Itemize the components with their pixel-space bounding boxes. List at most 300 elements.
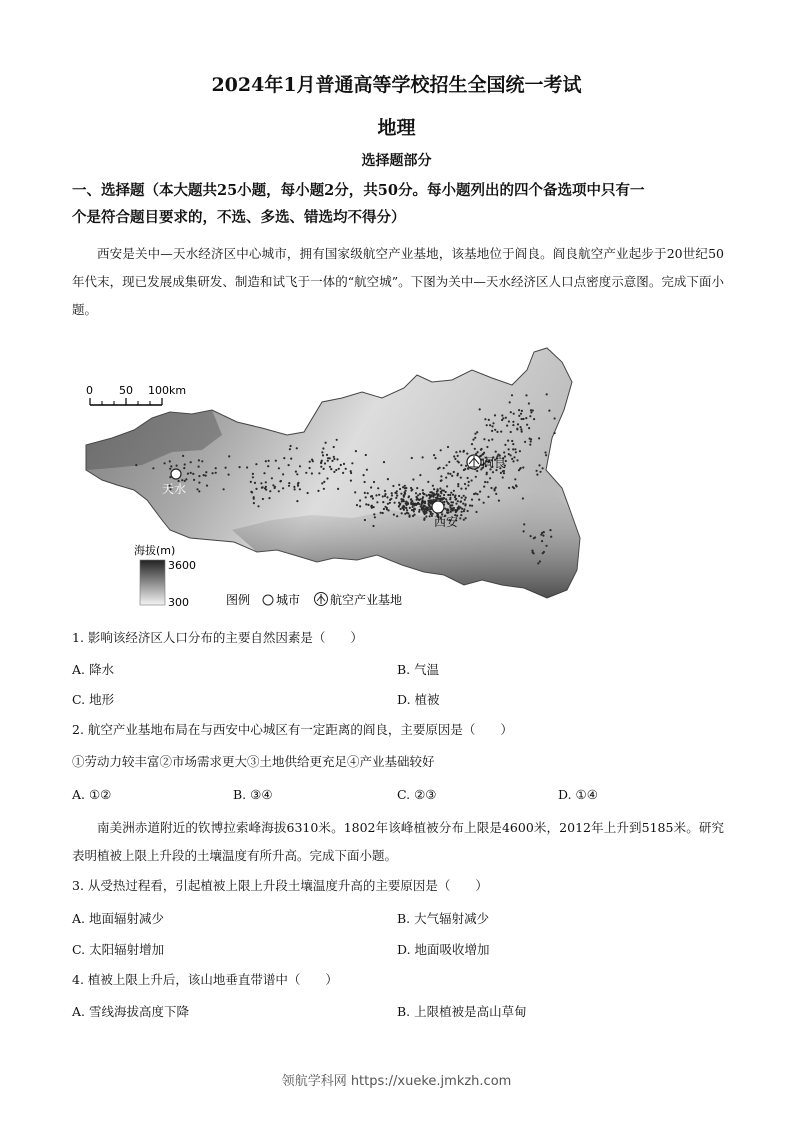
population-dot	[377, 487, 379, 489]
population-dot	[464, 504, 466, 506]
city-label-tianshui: 天水	[162, 482, 187, 496]
population-dot	[503, 472, 505, 474]
population-dot	[453, 507, 455, 509]
population-dot	[515, 484, 517, 486]
population-dot	[283, 457, 285, 459]
population-dot	[280, 480, 282, 482]
population-dot	[201, 460, 203, 462]
population-dot	[519, 450, 521, 452]
population-dot	[554, 432, 556, 434]
population-dot	[454, 495, 456, 497]
population-dot	[415, 492, 417, 494]
population-dot	[192, 473, 194, 475]
population-dot	[467, 477, 469, 479]
population-dot	[203, 474, 205, 476]
population-dot	[447, 494, 449, 496]
population-dot	[544, 451, 546, 453]
population-dot	[440, 491, 442, 493]
population-dot	[541, 540, 543, 542]
population-dot	[457, 483, 459, 485]
population-dot	[322, 454, 324, 456]
population-dot	[461, 508, 463, 510]
population-dot	[550, 536, 552, 538]
population-dot	[263, 472, 265, 474]
population-dot	[482, 453, 484, 455]
population-dot	[522, 466, 524, 468]
population-dot	[364, 481, 366, 483]
population-dot	[391, 494, 393, 496]
population-dot	[215, 472, 217, 474]
population-dot	[290, 458, 292, 460]
population-dot	[176, 465, 178, 467]
population-dot	[465, 488, 467, 490]
population-dot	[182, 455, 184, 457]
population-dot	[465, 465, 467, 467]
question-3-option-c[interactable]: C. 太阳辐射增加	[72, 942, 165, 957]
population-dot	[408, 496, 410, 498]
population-dot	[262, 486, 264, 488]
population-dot	[267, 465, 269, 467]
population-dot	[359, 499, 361, 501]
population-dot	[402, 505, 404, 507]
population-dot	[365, 496, 367, 498]
population-dot	[528, 402, 530, 404]
population-dot	[170, 465, 172, 467]
population-dot	[250, 481, 252, 483]
population-dot	[423, 517, 425, 519]
population-dot	[412, 504, 414, 506]
population-dot	[443, 494, 445, 496]
population-dot	[433, 454, 435, 456]
population-dot	[457, 500, 459, 502]
question-2-items: ①劳动力较丰富②市场需求更大③土地供给更充足④产业基础较好	[72, 754, 435, 769]
population-dot	[489, 477, 491, 479]
population-dot	[342, 472, 344, 474]
population-dot	[431, 515, 433, 517]
population-dot	[393, 514, 395, 516]
population-dot	[445, 477, 447, 479]
population-dot	[463, 450, 465, 452]
population-dot	[404, 485, 406, 487]
population-dot	[453, 490, 455, 492]
legend-base: 航空产业基地	[330, 593, 403, 607]
population-dot	[250, 491, 252, 493]
population-dot	[391, 492, 393, 494]
population-dot	[444, 508, 446, 510]
population-dot	[187, 473, 189, 475]
population-dot	[476, 470, 478, 472]
population-dot	[429, 496, 431, 498]
population-dot	[530, 535, 532, 537]
population-dot	[492, 422, 494, 424]
population-dot	[491, 425, 493, 427]
population-dot	[458, 505, 460, 507]
population-dot	[350, 472, 352, 474]
population-dot	[440, 475, 442, 477]
population-dot	[443, 501, 445, 503]
population-dot	[475, 476, 477, 478]
population-dot	[373, 481, 375, 483]
population-dot	[469, 504, 471, 506]
population-dot	[517, 423, 519, 425]
population-dot	[164, 462, 166, 464]
population-dot	[422, 489, 424, 491]
passage-1: 西安是关中—天水经济区中心城市，拥有国家级航空产业基地，该基地位于阎良。阎良航空产业起步于20世纪50年代末，现已发展成集研发、制造和试飞于一体的“航空城”。下图为关中—天水经济区人口点密度示意图。完成下面小题。	[72, 246, 724, 317]
population-dot	[512, 460, 514, 462]
population-dot	[451, 475, 453, 477]
population-dot	[445, 498, 447, 500]
population-dot	[447, 509, 449, 511]
population-dot	[255, 488, 257, 490]
population-dot	[364, 519, 366, 521]
population-dot	[386, 507, 388, 509]
population-dot	[321, 451, 323, 453]
population-dot	[529, 444, 531, 446]
population-dot	[359, 505, 361, 507]
population-dot	[212, 472, 214, 474]
population-dot	[422, 501, 424, 503]
population-dot	[246, 466, 248, 468]
population-dot	[225, 467, 227, 469]
population-dot	[494, 429, 496, 431]
population-dot	[546, 393, 548, 395]
population-dot	[333, 446, 335, 448]
population-dot	[426, 494, 428, 496]
population-dot	[463, 508, 465, 510]
population-dot	[198, 475, 200, 477]
population-dot	[459, 517, 461, 519]
population-dot	[457, 455, 459, 457]
population-dot	[522, 497, 524, 499]
population-dot	[549, 529, 551, 531]
population-dot	[305, 472, 307, 474]
population-dot	[518, 415, 520, 417]
population-dot	[486, 473, 488, 475]
population-dot	[521, 410, 523, 412]
scale-label-100: 100km	[148, 384, 187, 397]
population-dot	[297, 482, 299, 484]
population-dot	[407, 502, 409, 504]
population-dot	[372, 497, 374, 499]
population-dot	[508, 448, 510, 450]
population-dot	[486, 481, 488, 483]
population-dot	[294, 488, 296, 490]
population-dot	[454, 458, 456, 460]
population-dot	[398, 505, 400, 507]
population-dot	[516, 459, 518, 461]
population-dot	[432, 496, 434, 498]
population-dot	[278, 467, 280, 469]
question-2-option-c[interactable]: C. ②③	[397, 787, 437, 802]
population-dot	[288, 464, 290, 466]
population-dot	[449, 494, 451, 496]
population-dot	[533, 418, 535, 420]
population-dot	[384, 493, 386, 495]
population-dot	[367, 492, 369, 494]
population-dot	[394, 502, 396, 504]
population-dot	[398, 484, 400, 486]
population-dot	[350, 480, 352, 482]
population-dot	[500, 472, 502, 474]
population-dot	[399, 488, 401, 490]
population-dot	[554, 417, 556, 419]
legend-city-symbol	[263, 595, 273, 605]
population-dot	[260, 482, 262, 484]
population-dot	[257, 505, 259, 507]
population-dot	[458, 495, 460, 497]
population-dot	[387, 503, 389, 505]
population-dot	[460, 500, 462, 502]
population-dot	[404, 491, 406, 493]
population-dot	[422, 456, 424, 458]
population-dot	[409, 507, 411, 509]
population-dot	[412, 506, 414, 508]
population-dot	[450, 511, 452, 513]
population-dot	[311, 472, 313, 474]
population-dot	[331, 460, 333, 462]
population-dot	[437, 496, 439, 498]
population-dot	[486, 446, 488, 448]
question-3-stem: 3. 从受热过程看，引起植被上限上升段土壤温度升高的主要原因是（ ）	[72, 878, 488, 893]
population-dot	[354, 491, 356, 493]
population-dot	[323, 468, 325, 470]
population-dot	[453, 471, 455, 473]
population-dot	[401, 512, 403, 514]
population-dot	[419, 474, 421, 476]
population-dot	[514, 478, 516, 480]
population-dot	[524, 441, 526, 443]
population-dot	[538, 437, 540, 439]
population-dot	[378, 494, 380, 496]
population-dot	[312, 460, 314, 462]
population-dot	[462, 503, 464, 505]
population-dot	[374, 516, 376, 518]
population-dot	[506, 425, 508, 427]
population-dot	[371, 495, 373, 497]
population-dot	[228, 455, 230, 457]
population-dot	[464, 499, 466, 501]
population-dot	[468, 481, 470, 483]
population-dot	[252, 476, 254, 478]
population-dot	[343, 463, 345, 465]
population-dot	[320, 466, 322, 468]
population-dot	[326, 477, 328, 479]
population-dot	[509, 401, 511, 403]
population-dot	[495, 493, 497, 495]
population-dot	[327, 457, 329, 459]
population-dot	[508, 453, 510, 455]
population-dot	[417, 494, 419, 496]
population-dot	[464, 468, 466, 470]
population-dot	[333, 456, 335, 458]
population-dot	[278, 490, 280, 492]
population-dot	[425, 512, 427, 514]
population-dot	[323, 488, 325, 490]
population-dot	[502, 470, 504, 472]
question-2-option-a[interactable]: A. ①②	[72, 787, 112, 802]
population-dot	[489, 424, 491, 426]
population-dot	[323, 481, 325, 483]
population-dot	[429, 510, 431, 512]
population-dot	[193, 479, 195, 481]
population-dot	[375, 494, 377, 496]
population-dot	[295, 471, 297, 473]
population-dot	[321, 460, 323, 462]
population-dot	[453, 455, 455, 457]
population-dot	[169, 460, 171, 462]
population-dot	[275, 460, 277, 462]
population-dot	[265, 486, 267, 488]
population-dot	[404, 513, 406, 515]
population-dot	[458, 461, 460, 463]
population-dot	[467, 468, 469, 470]
population-dot	[290, 445, 292, 447]
question-2-option-b[interactable]: B. ③④	[233, 787, 273, 802]
population-dot	[333, 471, 335, 473]
population-dot	[512, 448, 514, 450]
population-dot	[400, 493, 402, 495]
population-dot	[542, 467, 544, 469]
population-dot	[335, 469, 337, 471]
population-dot	[333, 458, 335, 460]
population-dot	[293, 486, 295, 488]
population-dot	[479, 408, 481, 410]
question-2-option-d[interactable]: D. ①④	[558, 787, 598, 802]
population-dot	[253, 502, 255, 504]
population-dot	[327, 460, 329, 462]
population-dot	[388, 509, 390, 511]
population-dot	[525, 394, 527, 396]
population-dot	[522, 418, 524, 420]
population-dot	[198, 490, 200, 492]
population-dot	[254, 482, 256, 484]
population-dot	[461, 497, 463, 499]
population-dot	[152, 467, 154, 469]
population-dot	[373, 513, 375, 515]
question-1-option-b[interactable]: B. 气温	[397, 662, 440, 677]
population-dot	[514, 448, 516, 450]
population-dot	[396, 495, 398, 497]
population-dot	[500, 431, 502, 433]
population-dot	[345, 468, 347, 470]
population-dot	[370, 486, 372, 488]
population-dot	[471, 479, 473, 481]
scale-label-0: 0	[86, 384, 93, 397]
population-dot	[534, 536, 536, 538]
population-dot	[448, 461, 450, 463]
population-dot	[449, 498, 451, 500]
population-dot	[329, 466, 331, 468]
population-dot	[382, 495, 384, 497]
population-dot	[545, 454, 547, 456]
population-dot	[321, 482, 323, 484]
population-dot	[543, 551, 545, 553]
population-dot	[492, 471, 494, 473]
population-dot	[296, 447, 298, 449]
question-1-option-a[interactable]: A. 降水	[72, 662, 114, 677]
question-1-option-d[interactable]: D. 植被	[397, 692, 440, 707]
question-3-option-d[interactable]: D. 地面吸收增加	[397, 942, 490, 957]
question-1-option-c[interactable]: C. 地形	[72, 692, 115, 707]
population-dot	[491, 438, 493, 440]
population-dot	[413, 508, 415, 510]
population-dot	[472, 439, 474, 441]
population-dot	[455, 498, 457, 500]
population-dot	[474, 437, 476, 439]
population-dot	[536, 470, 538, 472]
question-2-stem: 2. 航空产业基地布局在与西安中心城区有一定距离的阎良，主要原因是（ ）	[72, 722, 513, 737]
population-dot	[539, 471, 541, 473]
population-dot	[436, 491, 438, 493]
population-dot	[372, 525, 374, 527]
population-dot	[531, 550, 533, 552]
population-dot	[351, 462, 353, 464]
question-3-option-a[interactable]: A. 地面辐射减少	[72, 911, 164, 926]
population-dot	[445, 491, 447, 493]
population-dot	[510, 454, 512, 456]
population-dot	[513, 456, 515, 458]
population-dot	[471, 505, 473, 507]
population-dot	[401, 500, 403, 502]
population-dot	[488, 439, 490, 441]
population-dot	[474, 433, 476, 435]
population-dot	[324, 462, 326, 464]
population-dot	[471, 443, 473, 445]
population-dot	[450, 509, 452, 511]
question-4-option-a[interactable]: A. 雪线海拔高度下降	[72, 1004, 189, 1019]
population-dot	[363, 474, 365, 476]
population-dot	[483, 502, 485, 504]
population-dot	[449, 473, 451, 475]
population-dot	[410, 487, 412, 489]
population-dot	[502, 476, 504, 478]
population-dot	[450, 501, 452, 503]
population-dot	[422, 496, 424, 498]
population-dot	[538, 464, 540, 466]
population-dot	[523, 530, 525, 532]
population-dot	[169, 468, 171, 470]
population-dot	[463, 495, 465, 497]
population-dot	[198, 482, 200, 484]
population-dot	[502, 417, 504, 419]
population-dot	[398, 502, 400, 504]
population-dot	[463, 519, 465, 521]
population-dot	[536, 474, 538, 476]
population-dot	[309, 467, 311, 469]
footer-watermark: 领航学科网 https://xueke.jmkzh.com	[281, 1074, 512, 1089]
elevation-ramp	[140, 560, 165, 605]
question-4-option-b[interactable]: B. 上限植被是高山草甸	[397, 1004, 527, 1019]
population-dot	[416, 487, 418, 489]
population-dot	[459, 450, 461, 452]
population-dot	[413, 510, 415, 512]
question-3-option-b[interactable]: B. 大气辐射减少	[397, 911, 490, 926]
population-dot	[530, 440, 532, 442]
population-dot	[455, 451, 457, 453]
population-dot	[289, 448, 291, 450]
population-dot	[481, 448, 483, 450]
population-dot	[413, 514, 415, 516]
population-dot	[309, 461, 311, 463]
population-dot	[447, 472, 449, 474]
population-dot	[307, 492, 309, 494]
population-dot	[483, 486, 485, 488]
population-dot	[507, 440, 509, 442]
population-dot	[185, 478, 187, 480]
population-dot	[196, 488, 198, 490]
population-dot	[439, 495, 441, 497]
population-dot	[503, 451, 505, 453]
